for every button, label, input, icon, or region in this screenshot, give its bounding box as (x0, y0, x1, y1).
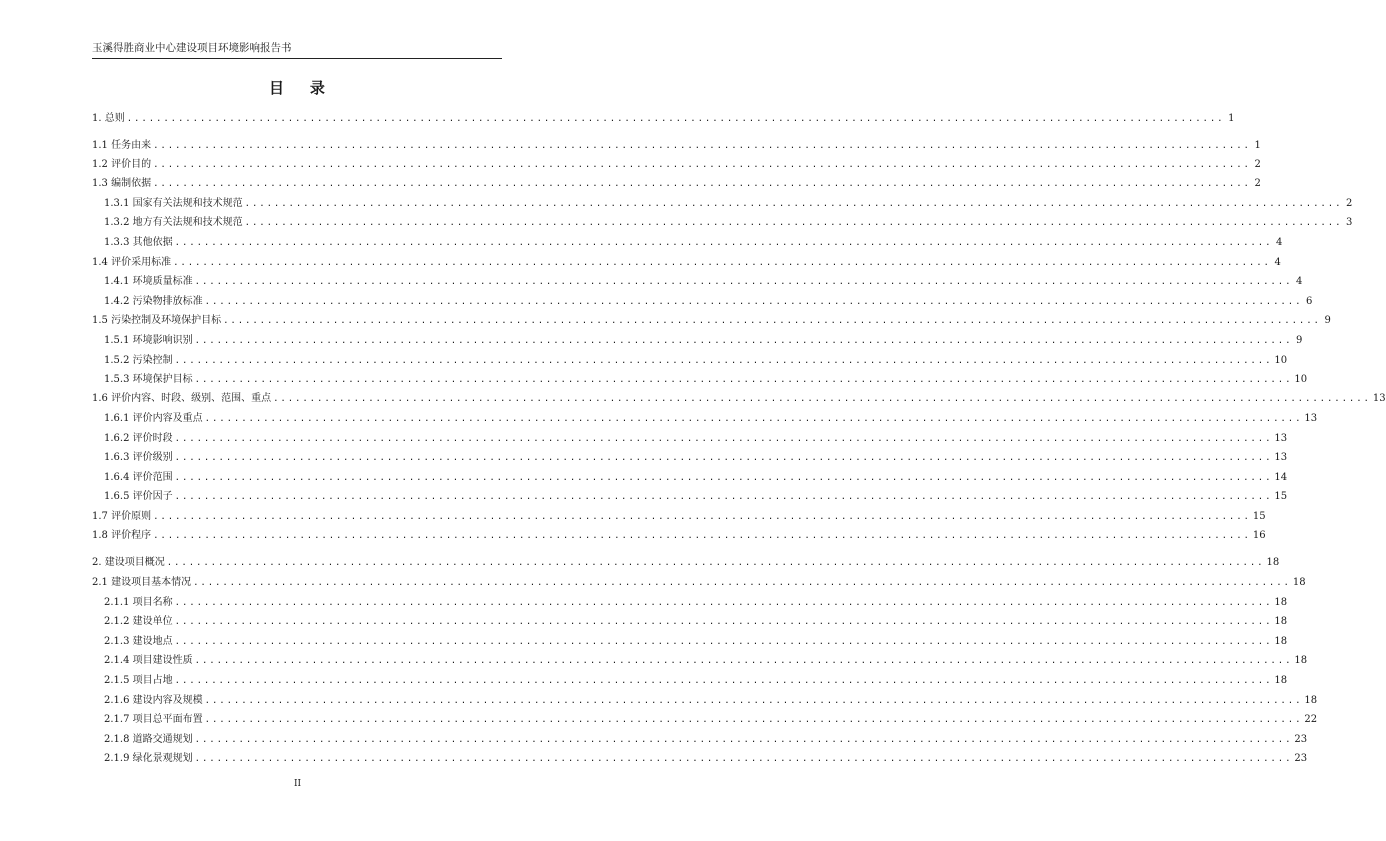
toc-entry-page: 10 (1294, 374, 1308, 385)
toc-entry-page: 13 (1372, 393, 1386, 404)
toc-leader-dots: ...................................................................................................................................................... (174, 356, 1273, 366)
toc-entry[interactable] (92, 112, 1235, 126)
toc-leader-dots: ...................................................................................................................................................... (194, 754, 1293, 764)
toc-entry-page: 13 (1274, 452, 1288, 463)
toc-entry[interactable] (92, 139, 1261, 153)
toc-entry[interactable] (104, 236, 1283, 250)
toc-entry[interactable] (104, 373, 1308, 387)
toc-entry-page: 4 (1274, 257, 1281, 268)
toc-entry[interactable] (104, 615, 1288, 629)
toc-entry-label: 1.3.2 地方有关法规和技术规范 (104, 217, 243, 228)
toc-entry-label: 1.4 评价采用标准 (92, 257, 172, 268)
toc-entry-label: 1.6.2 评价时段 (104, 433, 173, 444)
toc-entry-label: 1.1 任务由来 (92, 140, 152, 151)
toc-entry-page: 15 (1274, 491, 1288, 502)
toc-entry-page: 10 (1274, 355, 1288, 366)
toc-entry[interactable] (104, 596, 1288, 610)
toc-entry-page: 6 (1306, 296, 1313, 307)
toc-entry[interactable] (104, 713, 1318, 727)
toc-entry-page: 18 (1304, 695, 1318, 706)
toc-entry[interactable] (104, 295, 1313, 309)
toc-entry-page: 18 (1274, 675, 1288, 686)
toc-leader-dots: ...................................................................................................................................................... (204, 715, 1303, 725)
toc-entry-label: 2.1.6 建设内容及规模 (104, 695, 203, 706)
toc-leader-dots: ...................................................................................................................................................... (194, 735, 1293, 745)
toc-entry-page: 1 (1228, 113, 1235, 124)
toc-leader-dots: ...................................................................................................................................................... (153, 512, 1251, 522)
toc-entry-label: 1.3.3 其他依据 (104, 237, 173, 248)
toc-leader-dots: ...................................................................................................................................................... (174, 676, 1273, 686)
toc-entry-label: 2.1.4 项目建设性质 (104, 655, 193, 666)
toc-entry-label: 1.3 编制依据 (92, 178, 152, 189)
toc-entry-page: 13 (1274, 433, 1288, 444)
toc-leader-dots: ...................................................................................................................................................... (174, 473, 1273, 483)
toc-entry[interactable] (104, 275, 1303, 289)
toc-entry-label: 2.1.2 建设单位 (104, 616, 173, 627)
toc-leader-dots: ...................................................................................................................................................... (174, 453, 1273, 463)
toc-entry-label: 2.1.8 道路交通规划 (104, 734, 193, 745)
toc-entry-label: 1.7 评价原则 (92, 511, 152, 522)
toc-entry-page: 23 (1294, 734, 1308, 745)
running-header: 玉溪得胜商业中心建设项目环境影响报告书 (92, 41, 502, 59)
toc-entry[interactable] (92, 177, 1261, 191)
toc-leader-dots: ...................................................................................................................................................... (174, 617, 1273, 627)
toc-entry-label: 1.5.2 污染控制 (104, 355, 173, 366)
toc-entry-page: 22 (1304, 714, 1318, 725)
toc-entry-page: 2 (1254, 159, 1261, 170)
toc-entry[interactable] (92, 314, 1331, 328)
toc-entry[interactable] (104, 412, 1318, 426)
toc-entry-label: 2.1 建设项目基本情况 (92, 577, 192, 588)
toc-entry[interactable] (104, 471, 1288, 485)
toc-entry[interactable] (92, 576, 1306, 590)
toc-entry[interactable] (104, 635, 1288, 649)
toc-leader-dots: ...................................................................................................................................................... (223, 316, 1321, 326)
toc-entry-page: 16 (1252, 530, 1266, 541)
toc-entry-page: 18 (1266, 557, 1280, 568)
toc-leader-dots: ...................................................................................................................................................... (204, 414, 1303, 424)
toc-leader-dots: ...................................................................................................................................................... (194, 375, 1293, 385)
toc-entry-label: 2. 建设项目概况 (92, 557, 165, 568)
toc-entry-page: 23 (1294, 753, 1308, 764)
toc-entry-label: 2.1.1 项目名称 (104, 597, 173, 608)
toc-entry-page: 13 (1304, 413, 1318, 424)
toc-leader-dots: ...................................................................................................................................................... (244, 218, 1343, 228)
toc-entry[interactable] (104, 354, 1288, 368)
toc-leader-dots: ...................................................................................................................................................... (174, 492, 1273, 502)
toc-entry-label: 1.5.3 环境保护目标 (104, 374, 193, 385)
toc-entry-label: 1.6.5 评价因子 (104, 491, 173, 502)
toc-entry[interactable] (104, 733, 1308, 747)
toc-entry[interactable] (92, 556, 1280, 570)
toc-entry-label: 1.5.1 环境影响识别 (104, 335, 193, 346)
toc-entry-page: 2 (1346, 198, 1353, 209)
toc-leader-dots: ...................................................................................................................................................... (173, 258, 1271, 268)
toc-entry-label: 1.6.1 评价内容及重点 (104, 413, 203, 424)
toc-entry-label: 1.6 评价内容、时段、级别、范围、重点 (92, 393, 272, 404)
toc-leader-dots: ...................................................................................................................................................... (273, 394, 1371, 404)
toc-leader-dots: ...................................................................................................................................................... (166, 558, 1265, 568)
page-title: 目 录 (269, 79, 326, 97)
toc-leader-dots: ...................................................................................................................................................... (174, 434, 1273, 444)
toc-entry-label: 1.2 评价目的 (92, 159, 152, 170)
toc-entry-label: 2.1.9 绿化景观规划 (104, 753, 193, 764)
toc-entry-page: 3 (1346, 217, 1353, 228)
toc-leader-dots: ...................................................................................................................................................... (174, 637, 1273, 647)
toc-entry-page: 1 (1254, 140, 1261, 151)
toc-entry[interactable] (92, 510, 1266, 524)
toc-leader-dots: ...................................................................................................................................................... (194, 656, 1293, 666)
toc-entry[interactable] (104, 451, 1288, 465)
toc-leader-dots: ...................................................................................................................................................... (204, 297, 1303, 307)
toc-leader-dots: ...................................................................................................................................................... (204, 696, 1303, 706)
toc-entry-page: 4 (1296, 276, 1303, 287)
toc-entry[interactable] (104, 197, 1353, 211)
toc-leader-dots: ...................................................................................................................................................... (194, 277, 1293, 287)
toc-leader-dots: ...................................................................................................................................................... (126, 114, 1225, 124)
toc-entry[interactable] (104, 334, 1303, 348)
toc-leader-dots: ...................................................................................................................................................... (153, 141, 1251, 151)
toc-entry[interactable] (92, 256, 1281, 270)
toc-entry-page: 14 (1274, 472, 1288, 483)
toc-entry[interactable] (104, 752, 1308, 766)
toc-entry-page: 18 (1274, 597, 1288, 608)
toc-entry-page: 18 (1292, 577, 1306, 588)
toc-entry-label: 1.8 评价程序 (92, 530, 152, 541)
toc-leader-dots: ...................................................................................................................................................... (153, 531, 1251, 541)
toc-entry-label: 1.3.1 国家有关法规和技术规范 (104, 198, 243, 209)
toc-leader-dots: ...................................................................................................................................................... (174, 598, 1273, 608)
toc-entry-page: 15 (1252, 511, 1266, 522)
toc-leader-dots: ...................................................................................................................................................... (153, 160, 1251, 170)
toc-entry-label: 1.5 污染控制及环境保护目标 (92, 315, 222, 326)
toc-entry-label: 1.4.1 环境质量标准 (104, 276, 193, 287)
toc-entry-label: 2.1.5 项目占地 (104, 675, 173, 686)
toc-leader-dots: ...................................................................................................................................................... (193, 578, 1291, 588)
toc-entry[interactable] (104, 674, 1288, 688)
toc-entry-page: 18 (1274, 616, 1288, 627)
toc-entry[interactable] (92, 158, 1261, 172)
toc-entry[interactable] (92, 392, 1386, 406)
toc-entry-page: 9 (1296, 335, 1303, 346)
toc-leader-dots: ...................................................................................................................................................... (244, 199, 1343, 209)
toc-entry-label: 2.1.3 建设地点 (104, 636, 173, 647)
page-number: II (293, 779, 302, 789)
toc-entry-page: 9 (1324, 315, 1331, 326)
toc-entry-label: 1. 总则 (92, 113, 125, 124)
toc-entry[interactable] (104, 490, 1288, 504)
toc-entry-page: 2 (1254, 178, 1261, 189)
toc-entry-label: 1.4.2 污染物排放标准 (104, 296, 203, 307)
toc-leader-dots: ...................................................................................................................................................... (153, 179, 1251, 189)
toc-entry[interactable] (104, 654, 1308, 668)
toc-entry-label: 2.1.7 项目总平面布置 (104, 714, 203, 725)
toc-entry-label: 1.6.3 评价级别 (104, 452, 173, 463)
toc-entry-page: 18 (1294, 655, 1308, 666)
toc-entry[interactable] (104, 216, 1353, 230)
toc-leader-dots: ...................................................................................................................................................... (194, 336, 1293, 346)
toc-entry[interactable] (104, 694, 1318, 708)
toc-entry[interactable] (92, 529, 1266, 543)
toc-entry-page: 18 (1274, 636, 1288, 647)
toc-leader-dots: ...................................................................................................................................................... (174, 238, 1273, 248)
toc-entry-label: 1.6.4 评价范围 (104, 472, 173, 483)
toc-entry-page: 4 (1276, 237, 1283, 248)
toc-entry[interactable] (104, 432, 1288, 446)
